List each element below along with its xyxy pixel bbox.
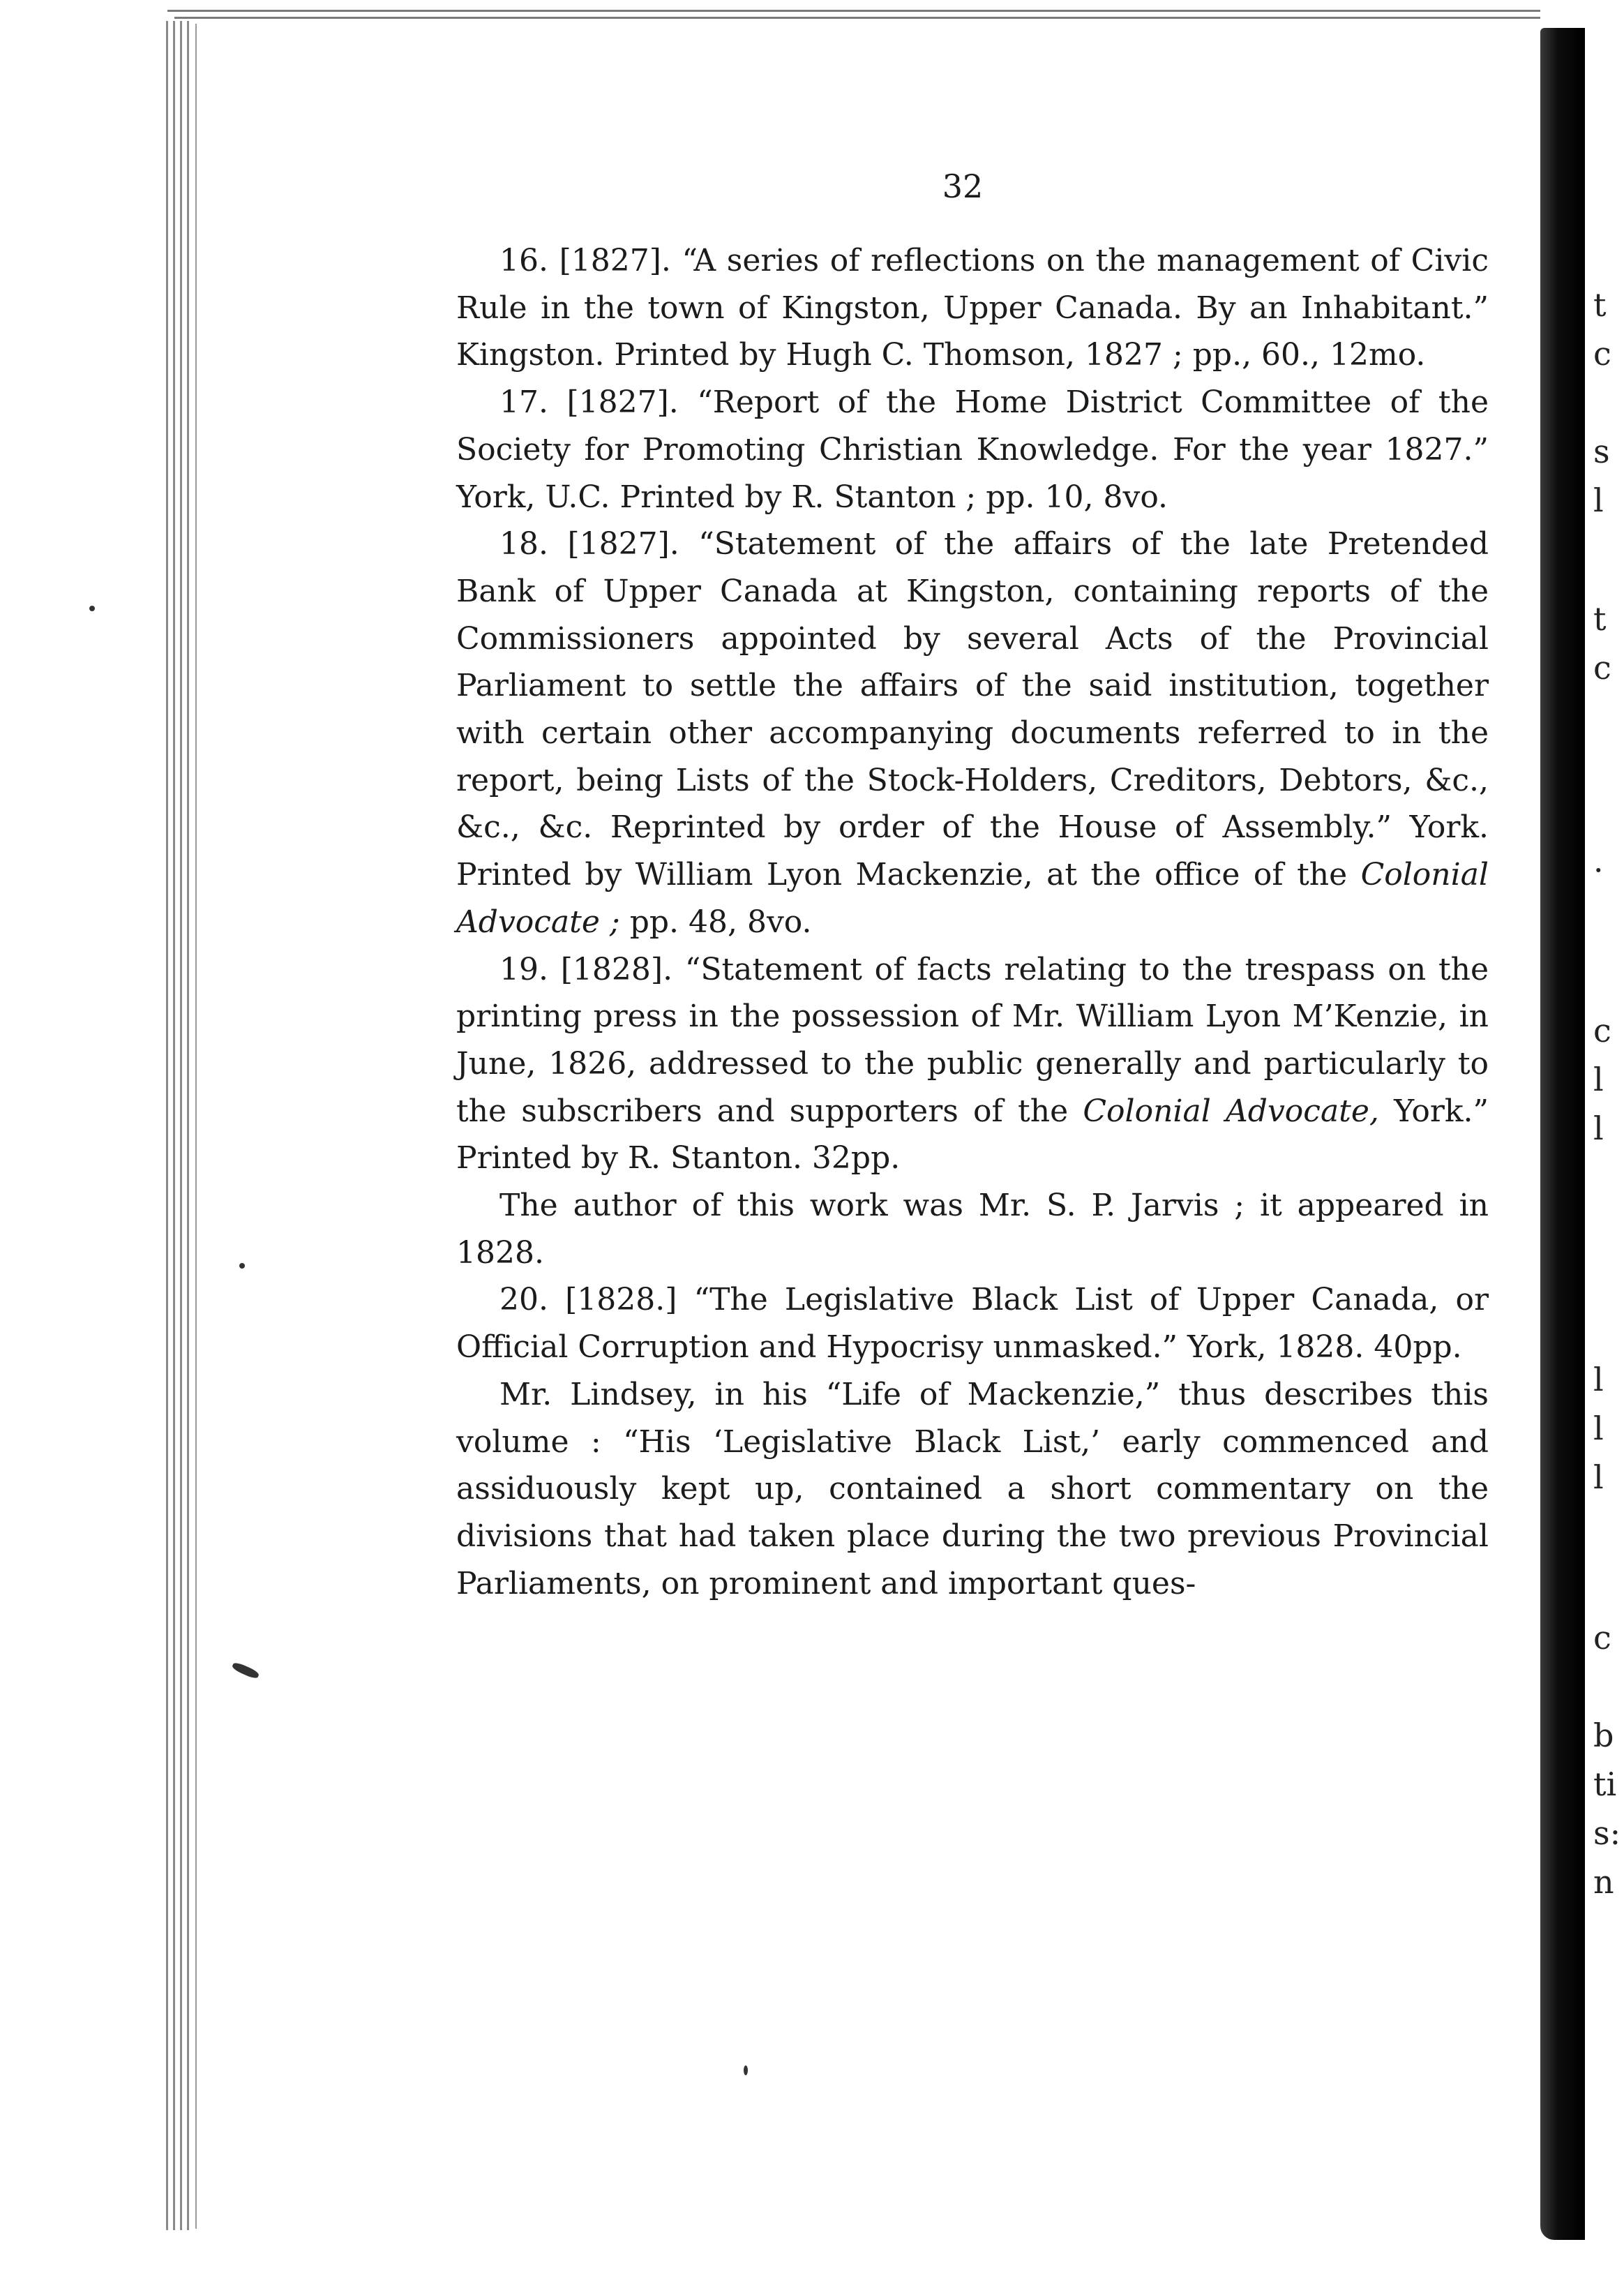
- facing-page-fragment: l: [1593, 1109, 1604, 1147]
- facing-page-edge: [1585, 0, 1624, 2272]
- entry-18: [456, 521, 1489, 946]
- facing-page-fragment: c: [1593, 1619, 1611, 1657]
- scan-speck: [89, 606, 95, 611]
- page-stack-edge: [180, 21, 182, 2230]
- page-stack-top-edge: [167, 10, 1540, 12]
- page-stack-edge: [173, 21, 175, 2230]
- scan-speck: [239, 1263, 245, 1269]
- entry-19-note: The author of this work was Mr. S. P. Jarvis ; it appeared in 1828.: [456, 1188, 1489, 1271]
- facing-page-fragment: t: [1593, 600, 1607, 638]
- scan-speck: [744, 2065, 748, 2075]
- facing-page-fragment: c: [1593, 1012, 1611, 1049]
- page-number: 32: [942, 167, 984, 205]
- entry-17: 17. [1827]. “Report of the Home District Committee of the Society for Promoting Christian Knowledge. For the year 1827.” York, U.C. Printed by R. Stanton ; pp. 10, 8vo.: [456, 384, 1489, 515]
- body-text: [456, 237, 1489, 1607]
- facing-page-fragment: ti: [1593, 1765, 1617, 1803]
- facing-page-fragment: l: [1593, 1410, 1604, 1447]
- facing-page-fragment: c: [1593, 649, 1611, 687]
- entry-20: 20. [1828.] “The Legislative Black List of Upper Canada, or Official Corruption and Hypocrisy unmasked.” York, 1828. 40pp.: [456, 1282, 1489, 1366]
- facing-page-fragment: t: [1593, 286, 1607, 324]
- entry-19-italic-title: Colonial Advocate,: [1083, 1093, 1379, 1129]
- facing-page-fragment: n: [1593, 1863, 1614, 1901]
- facing-page-fragment: s:: [1593, 1814, 1621, 1852]
- facing-page-fragment: l: [1593, 1061, 1604, 1098]
- page-stack-edge: [187, 21, 189, 2230]
- entry-18-text: 18. [1827]. “Statement of the affairs of the late Pretended Bank of Upper Canada at Kingston, containing reports of the Commissioners appointed by several Acts of the Provincial Parliament to settle the affairs of the said institution, together with certain other accompanying documents referred to in the report, being Lists of the Stock-Holders, Creditors, Debtors, &c., &c., &c. Reprinted by order of the House of Assembly.” York. Printed by William Lyon Mackenzie, at the office of the: [456, 526, 1489, 893]
- page-stack-top-edge: [174, 17, 1540, 19]
- entry-19-text-end: York.” Printed by R. Stanton. 32pp.: [456, 1093, 1489, 1176]
- facing-page-fragment: l: [1593, 1361, 1604, 1398]
- binding-shadow: [1540, 28, 1585, 2240]
- facing-page-fragment: b: [1593, 1717, 1614, 1754]
- facing-page-fragment: ·: [1593, 851, 1604, 889]
- entry-18-text-end: pp. 48, 8vo.: [619, 904, 812, 940]
- facing-page-fragment: l: [1593, 1458, 1604, 1496]
- facing-page-fragment: s: [1593, 433, 1610, 470]
- facing-page-fragment: l: [1593, 481, 1604, 519]
- entry-19-text: 19. [1828]. “Statement of facts relating to the trespass on the printing press in the possession of Mr. William Lyon M’Kenzie, in June, 1826, addressed to the public generally and particularly to the subscribers and supporters of the: [456, 951, 1489, 1129]
- entry-19: [456, 946, 1489, 1183]
- page-stack-edge: [166, 21, 168, 2230]
- entry-18-italic-title: Colonial Advocate ;: [456, 857, 1489, 940]
- entry-20-note: Mr. Lindsey, in his “Life of Mackenzie,” thus describes this volume : “His ‘Legislative Black List,’ early commenced and assiduously kept up, contained a short commentary on the divisions that had taken place during the two previous Provincial Parliaments, on prominent and important ques-: [456, 1376, 1489, 1601]
- facing-page-fragment: c: [1593, 335, 1611, 373]
- entry-16: 16. [1827]. “A series of reflections on the management of Civic Rule in the town of Kingston, Upper Canada. By an Inhabitant.” Kingston. Printed by Hugh C. Thomson, 1827 ; pp., 60., 12mo.: [456, 243, 1489, 373]
